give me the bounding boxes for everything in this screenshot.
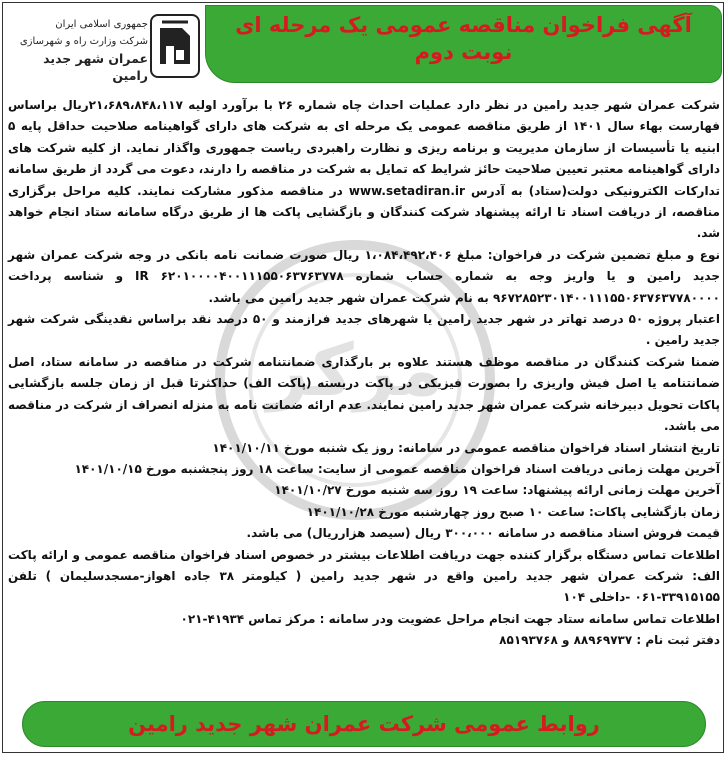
issuer-block [8,16,148,84]
ad-round: نوبت دوم [414,40,513,64]
issuer-company: عمران شهر جدید رامین [43,51,148,83]
offer-deadline-line: آخرین مهلت زمانی ارائه پیشنهاد: ساعت ۱۹ روز سه شنبه مورخ ۱۴۰۱/۱۰/۲۷ [274,483,720,498]
ramin-company-logo-icon [150,14,200,78]
issuer-country: جمهوری اسلامی ایران [55,19,148,30]
watermark-text: مرکز [266,328,444,412]
opening-time-line: زمان بازگشایی پاکات: ساعت ۱۰ صبح روز چهارشنبه مورخ ۱۴۰۱/۱۰/۲۸ [306,504,720,519]
footer-banner: روابط عمومی شرکت عمران شهر جدید رامین [22,701,706,747]
ad-title: آگهی فراخوان مناقصه عمومی یک مرحله ای [235,13,692,37]
credit-paragraph: اعتبار پروژه ۵۰ درصد تهاتر در شهر جدید رامین یا شهرهای جدید فرازمند و ۵۰ درصد نقد براساس نقدینگی شرکت شهر جدید رامین . [8,312,720,348]
guarantee-paragraph: نوع و مبلغ تضمین شرکت در فراخوان: مبلغ ۱،۰۸۴،۴۹۲،۴۰۶ ریال صورت ضمانت نامه بانکی در وجه شرکت عمران شهر جدید رامین و یا واریز وجه به شماره حساب شماره IR ۶۲۰۱۰۰۰۰۴۰۰۱۱۱۵۵۰۶۳۷۶۳۷۷۸ و شناسه پرداخت ۹۶۷۲۸۵۲۳۰۱۴۰۰۱۱۱۵۵۰۶۳۷۶۳۷۷۸۰۰۰۰ به نام شرکت عمران شهر جدید رامین می باشد. [8,247,720,305]
header-banner [205,5,722,83]
registration-office-line: دفتر ثبت نام : ۸۸۹۶۹۷۳۷ و ۸۵۱۹۳۷۶۸ [499,633,720,648]
envelope-paragraph: ضمنا شرکت کنندگان در مناقصه موظف هستند علاوه بر بارگذاری ضمانتنامه شرکت در مناقصه در سامانه ستاد، اصل ضمانتنامه یا اصل فیش واریزی را بصورت فیزیکی در پاکت دربسته (پاکت الف) حداکثرتا قبل از زمان جلسه بازگشایی پاکات تحویل دبیرخانه شرکت عمران شهر جدید رامین نمایند. عدم ارائه ضمانت نامه به منزله انصراف از شرکت در مناقصه می باشد. [8,354,720,434]
issuer-ministry: شرکت وزارت راه و شهرسازی [19,36,148,47]
ad-body [8,95,720,652]
intro-paragraph: شرکت عمران شهر جدید رامین در نظر دارد عملیات احداث چاه شماره ۲۶ با برآورد اولیه ۲۱،۶۸۹،۸۴۸،۱۱۷ریال براساس فهارست بهاء سال ۱۴۰۱ از طریق مناقصه عمومی یک مرحله ای به شرکت های دارای گواهینامه صلاحیت حداقل پایه ۵ ابنیه یا تأسیسات از سازمان مدیریت و برنامه ریزی و نظارت راهبردی ریاست جمهوری واگذار نماید. از کلیه شرکت های دارای گواهینامه معتبر تعیین صلاحیت حائز شرایط که تمایل به شرکت در مناقصه را دارند، دعوت می گردد از طریق سامانه تدارکات الکترونیکی دولت(ستاد) به آدرس www.setadiran.ir در مناقصه مذکور مشارکت نمایند. کلیه مراحل برگزاری مناقصه، از دریافت اسناد تا ارائه پیشنهاد شرکت کنندگان و بازگشایی پاکت ها از طریق درگاه سامانه ستاد انجام خواهد شد. [8,98,721,241]
doc-price-line: قیمت فروش اسناد مناقصه در سامانه ۳۰۰،۰۰۰ ریال (سیصد هزارریال) می باشد. [246,526,720,541]
contact-paragraph: اطلاعات تماس دستگاه برگزار کننده جهت دریافت اطلاعات بیشتر در خصوص اسناد فراخوان مناقصه عمومی و ارائه پاکت الف: شرکت عمران شهر جدید رامین واقع در شهر جدید رامین ( کیلومتر ۳۸ جاده اهواز-مسجدسلیمان ) تلفن ۳۳۹۱۵۱۵۵-۰۶۱ -داخلی ۱۰۴ [8,547,720,605]
setad-contact-line: اطلاعات تماس سامانه ستاد جهت انجام مراحل عضویت ودر سامانه : مرکز تماس ۴۱۹۳۴-۰۲۱ [180,611,720,626]
doc-deadline-line: آخرین مهلت زمانی دریافت اسناد فراخوان مناقصه عمومی از سایت: ساعت ۱۸ روز پنجشنبه مورخ ۱۴۰۱/۱۰/۱۵ [74,461,720,476]
publish-date-line: تاریخ انتشار اسناد فراخوان مناقصه عمومی در سامانه: روز یک شنبه مورخ ۱۴۰۱/۱۰/۱۱ [212,440,720,455]
